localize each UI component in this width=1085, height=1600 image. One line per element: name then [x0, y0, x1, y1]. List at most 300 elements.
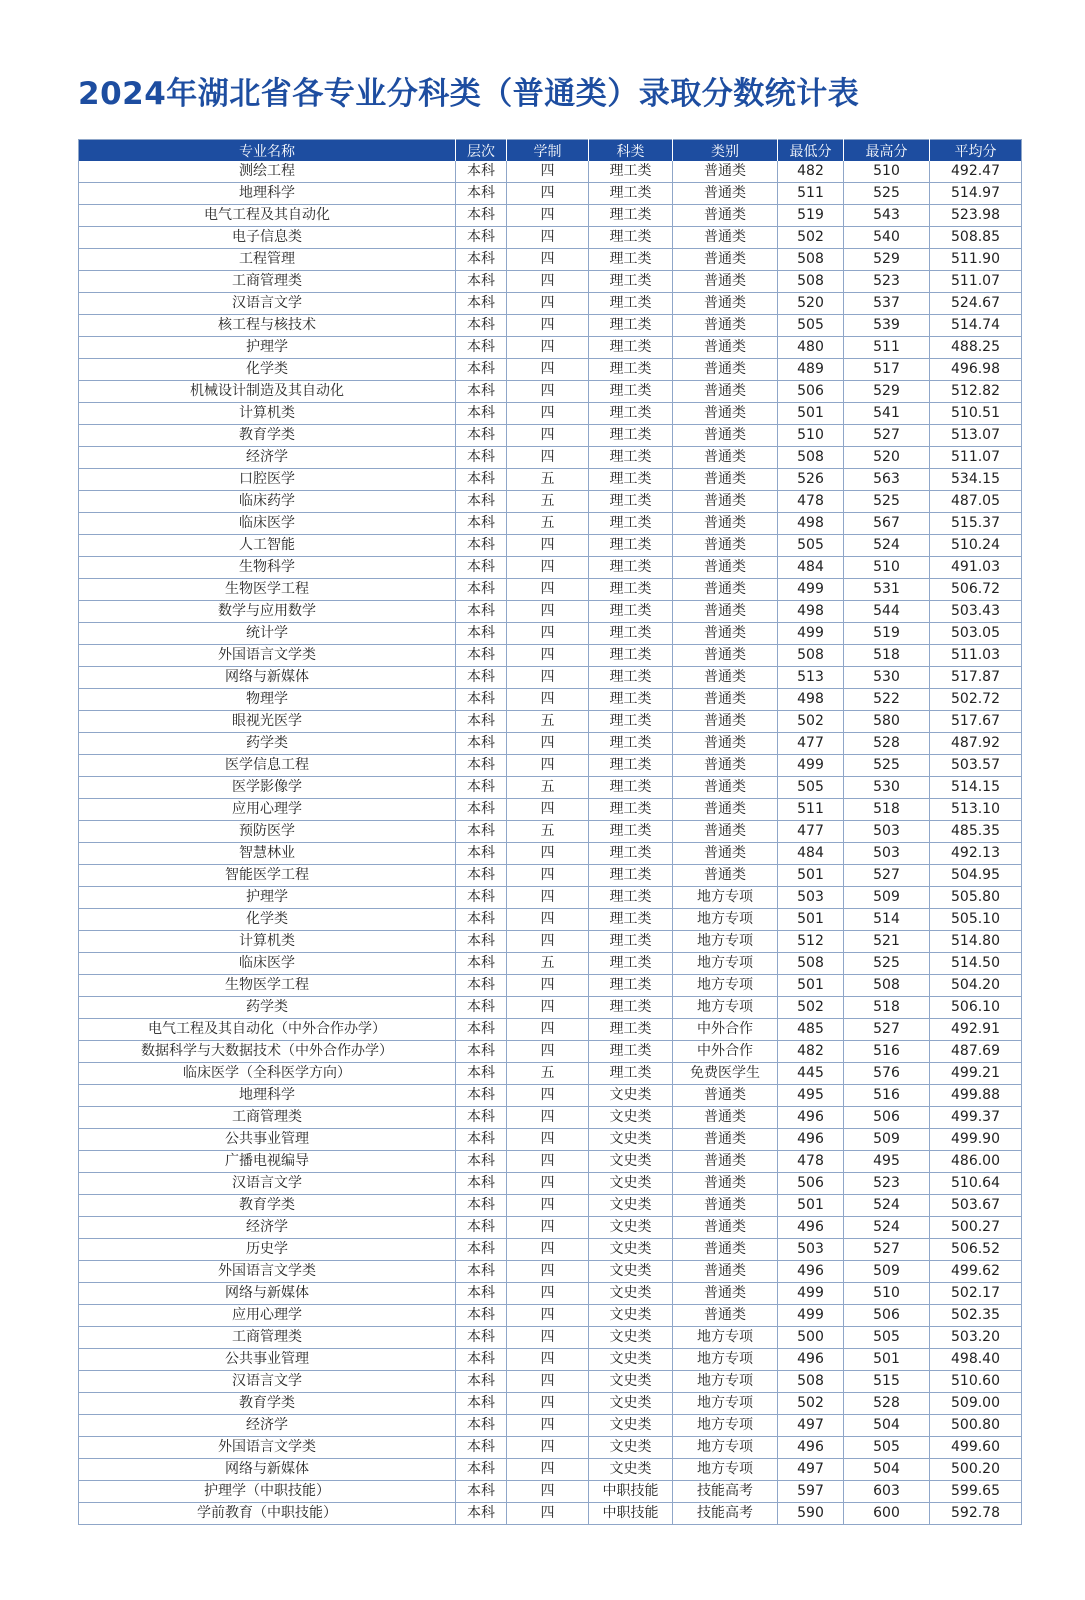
cell-max-score: 544 — [844, 601, 930, 623]
cell-duration: 四 — [507, 1217, 589, 1239]
header-min-score: 最低分 — [778, 140, 844, 162]
cell-admission-type: 地方专项 — [673, 1459, 778, 1481]
cell-duration: 四 — [507, 425, 589, 447]
cell-duration: 四 — [507, 1503, 589, 1525]
cell-max-score: 511 — [844, 337, 930, 359]
cell-subject-category: 理工类 — [589, 425, 673, 447]
cell-max-score: 514 — [844, 909, 930, 931]
cell-max-score: 518 — [844, 997, 930, 1019]
cell-admission-type: 普通类 — [673, 491, 778, 513]
page-title: 2024年湖北省各专业分科类（普通类）录取分数统计表 — [78, 76, 860, 112]
cell-min-score: 482 — [778, 1041, 844, 1063]
table-row — [79, 1129, 1022, 1151]
cell-max-score: 519 — [844, 623, 930, 645]
cell-max-score: 524 — [844, 1217, 930, 1239]
cell-admission-type: 普通类 — [673, 1173, 778, 1195]
cell-admission-type: 普通类 — [673, 1151, 778, 1173]
cell-major-name: 电子信息类 — [79, 227, 456, 249]
cell-major-name: 汉语言文学 — [79, 293, 456, 315]
cell-max-score: 525 — [844, 491, 930, 513]
cell-duration: 四 — [507, 887, 589, 909]
cell-admission-type: 普通类 — [673, 645, 778, 667]
cell-max-score: 527 — [844, 1019, 930, 1041]
cell-duration: 四 — [507, 1173, 589, 1195]
cell-min-score: 501 — [778, 1195, 844, 1217]
table-row — [79, 293, 1022, 315]
cell-level: 本科 — [456, 909, 507, 931]
cell-level: 本科 — [456, 975, 507, 997]
cell-major-name: 汉语言文学 — [79, 1371, 456, 1393]
cell-major-name: 经济学 — [79, 447, 456, 469]
cell-avg-score: 503.67 — [930, 1195, 1022, 1217]
cell-max-score: 517 — [844, 359, 930, 381]
cell-subject-category: 理工类 — [589, 711, 673, 733]
cell-duration: 四 — [507, 1239, 589, 1261]
table-row — [79, 777, 1022, 799]
cell-duration: 五 — [507, 821, 589, 843]
cell-max-score: 510 — [844, 161, 930, 183]
cell-major-name: 机械设计制造及其自动化 — [79, 381, 456, 403]
cell-max-score: 505 — [844, 1437, 930, 1459]
table-row — [79, 271, 1022, 293]
cell-level: 本科 — [456, 1129, 507, 1151]
cell-duration: 四 — [507, 975, 589, 997]
cell-max-score: 523 — [844, 271, 930, 293]
cell-subject-category: 理工类 — [589, 161, 673, 183]
cell-min-score: 506 — [778, 1173, 844, 1195]
table-row — [79, 1151, 1022, 1173]
cell-duration: 四 — [507, 1481, 589, 1503]
cell-duration: 四 — [507, 601, 589, 623]
cell-min-score: 445 — [778, 1063, 844, 1085]
cell-admission-type: 普通类 — [673, 711, 778, 733]
cell-level: 本科 — [456, 1283, 507, 1305]
cell-avg-score: 500.20 — [930, 1459, 1022, 1481]
cell-subject-category: 理工类 — [589, 249, 673, 271]
cell-min-score: 477 — [778, 821, 844, 843]
cell-max-score: 506 — [844, 1107, 930, 1129]
cell-min-score: 510 — [778, 425, 844, 447]
cell-min-score: 505 — [778, 315, 844, 337]
cell-min-score: 482 — [778, 161, 844, 183]
cell-major-name: 工程管理 — [79, 249, 456, 271]
cell-major-name: 护理学 — [79, 337, 456, 359]
cell-duration: 四 — [507, 1107, 589, 1129]
cell-avg-score: 534.15 — [930, 469, 1022, 491]
cell-level: 本科 — [456, 953, 507, 975]
table-row — [79, 997, 1022, 1019]
cell-level: 本科 — [456, 1173, 507, 1195]
cell-avg-score: 511.07 — [930, 447, 1022, 469]
cell-level: 本科 — [456, 645, 507, 667]
cell-admission-type: 免费医学生 — [673, 1063, 778, 1085]
cell-avg-score: 485.35 — [930, 821, 1022, 843]
cell-min-score: 499 — [778, 1305, 844, 1327]
cell-min-score: 496 — [778, 1107, 844, 1129]
cell-max-score: 527 — [844, 865, 930, 887]
cell-min-score: 478 — [778, 1151, 844, 1173]
cell-admission-type: 普通类 — [673, 227, 778, 249]
cell-avg-score: 515.37 — [930, 513, 1022, 535]
cell-duration: 五 — [507, 513, 589, 535]
cell-avg-score: 599.65 — [930, 1481, 1022, 1503]
cell-admission-type: 普通类 — [673, 359, 778, 381]
cell-duration: 五 — [507, 1063, 589, 1085]
cell-min-score: 511 — [778, 799, 844, 821]
cell-major-name: 外国语言文学类 — [79, 645, 456, 667]
cell-major-name: 地理科学 — [79, 1085, 456, 1107]
cell-major-name: 教育学类 — [79, 1195, 456, 1217]
cell-admission-type: 地方专项 — [673, 975, 778, 997]
cell-level: 本科 — [456, 271, 507, 293]
table-row — [79, 1481, 1022, 1503]
cell-min-score: 508 — [778, 249, 844, 271]
cell-admission-type: 普通类 — [673, 1217, 778, 1239]
cell-major-name: 教育学类 — [79, 1393, 456, 1415]
cell-max-score: 600 — [844, 1503, 930, 1525]
cell-major-name: 临床医学（全科医学方向） — [79, 1063, 456, 1085]
cell-admission-type: 普通类 — [673, 843, 778, 865]
cell-avg-score: 488.25 — [930, 337, 1022, 359]
cell-subject-category: 文史类 — [589, 1305, 673, 1327]
cell-min-score: 503 — [778, 887, 844, 909]
cell-admission-type: 普通类 — [673, 557, 778, 579]
cell-duration: 五 — [507, 777, 589, 799]
cell-admission-type: 普通类 — [673, 777, 778, 799]
cell-duration: 四 — [507, 689, 589, 711]
cell-max-score: 509 — [844, 887, 930, 909]
cell-level: 本科 — [456, 799, 507, 821]
cell-subject-category: 理工类 — [589, 953, 673, 975]
table-row — [79, 161, 1022, 183]
cell-subject-category: 文史类 — [589, 1173, 673, 1195]
cell-admission-type: 普通类 — [673, 183, 778, 205]
cell-min-score: 496 — [778, 1349, 844, 1371]
cell-level: 本科 — [456, 1481, 507, 1503]
cell-min-score: 597 — [778, 1481, 844, 1503]
cell-major-name: 预防医学 — [79, 821, 456, 843]
cell-major-name: 广播电视编导 — [79, 1151, 456, 1173]
table-row — [79, 1305, 1022, 1327]
cell-admission-type: 中外合作 — [673, 1019, 778, 1041]
table-row — [79, 1371, 1022, 1393]
table-row — [79, 227, 1022, 249]
cell-min-score: 508 — [778, 271, 844, 293]
cell-min-score: 502 — [778, 227, 844, 249]
cell-avg-score: 506.52 — [930, 1239, 1022, 1261]
cell-duration: 四 — [507, 293, 589, 315]
header-duration: 学制 — [507, 140, 589, 162]
cell-max-score: 522 — [844, 689, 930, 711]
table-row — [79, 183, 1022, 205]
cell-level: 本科 — [456, 293, 507, 315]
cell-duration: 四 — [507, 1129, 589, 1151]
cell-avg-score: 487.69 — [930, 1041, 1022, 1063]
cell-level: 本科 — [456, 205, 507, 227]
cell-avg-score: 511.90 — [930, 249, 1022, 271]
cell-subject-category: 理工类 — [589, 447, 673, 469]
cell-subject-category: 理工类 — [589, 601, 673, 623]
cell-level: 本科 — [456, 315, 507, 337]
cell-duration: 四 — [507, 1305, 589, 1327]
cell-level: 本科 — [456, 469, 507, 491]
table-row — [79, 975, 1022, 997]
cell-duration: 四 — [507, 1349, 589, 1371]
cell-subject-category: 文史类 — [589, 1327, 673, 1349]
cell-major-name: 统计学 — [79, 623, 456, 645]
cell-subject-category: 文史类 — [589, 1415, 673, 1437]
cell-avg-score: 491.03 — [930, 557, 1022, 579]
cell-subject-category: 文史类 — [589, 1107, 673, 1129]
cell-level: 本科 — [456, 1459, 507, 1481]
cell-admission-type: 普通类 — [673, 315, 778, 337]
cell-duration: 四 — [507, 1459, 589, 1481]
cell-min-score: 498 — [778, 513, 844, 535]
cell-avg-score: 499.88 — [930, 1085, 1022, 1107]
cell-admission-type: 普通类 — [673, 403, 778, 425]
table-row — [79, 909, 1022, 931]
cell-duration: 四 — [507, 645, 589, 667]
cell-level: 本科 — [456, 887, 507, 909]
cell-admission-type: 普通类 — [673, 161, 778, 183]
cell-min-score: 502 — [778, 997, 844, 1019]
cell-major-name: 公共事业管理 — [79, 1349, 456, 1371]
table-row — [79, 1217, 1022, 1239]
cell-subject-category: 理工类 — [589, 557, 673, 579]
cell-major-name: 核工程与核技术 — [79, 315, 456, 337]
cell-subject-category: 理工类 — [589, 909, 673, 931]
cell-subject-category: 文史类 — [589, 1437, 673, 1459]
cell-major-name: 历史学 — [79, 1239, 456, 1261]
cell-major-name: 护理学（中职技能） — [79, 1481, 456, 1503]
cell-avg-score: 512.82 — [930, 381, 1022, 403]
header-avg-score: 平均分 — [930, 140, 1022, 162]
cell-level: 本科 — [456, 491, 507, 513]
table-row — [79, 1349, 1022, 1371]
cell-major-name: 网络与新媒体 — [79, 1459, 456, 1481]
cell-subject-category: 理工类 — [589, 733, 673, 755]
cell-duration: 四 — [507, 535, 589, 557]
table-row — [79, 1173, 1022, 1195]
cell-major-name: 学前教育（中职技能） — [79, 1503, 456, 1525]
cell-duration: 五 — [507, 491, 589, 513]
cell-min-score: 506 — [778, 381, 844, 403]
cell-subject-category: 理工类 — [589, 843, 673, 865]
cell-min-score: 508 — [778, 645, 844, 667]
cell-level: 本科 — [456, 1063, 507, 1085]
cell-max-score: 603 — [844, 1481, 930, 1503]
cell-avg-score: 510.64 — [930, 1173, 1022, 1195]
header-max-score: 最高分 — [844, 140, 930, 162]
cell-min-score: 496 — [778, 1437, 844, 1459]
cell-duration: 四 — [507, 755, 589, 777]
cell-max-score: 567 — [844, 513, 930, 535]
cell-admission-type: 普通类 — [673, 799, 778, 821]
cell-major-name: 工商管理类 — [79, 271, 456, 293]
cell-duration: 四 — [507, 183, 589, 205]
cell-admission-type: 普通类 — [673, 1195, 778, 1217]
table-row — [79, 667, 1022, 689]
cell-min-score: 526 — [778, 469, 844, 491]
cell-subject-category: 理工类 — [589, 975, 673, 997]
cell-max-score: 521 — [844, 931, 930, 953]
cell-admission-type: 普通类 — [673, 271, 778, 293]
cell-subject-category: 理工类 — [589, 513, 673, 535]
cell-min-score: 485 — [778, 1019, 844, 1041]
cell-admission-type: 普通类 — [673, 535, 778, 557]
cell-duration: 四 — [507, 579, 589, 601]
cell-major-name: 工商管理类 — [79, 1327, 456, 1349]
cell-max-score: 509 — [844, 1261, 930, 1283]
cell-admission-type: 普通类 — [673, 755, 778, 777]
cell-max-score: 520 — [844, 447, 930, 469]
cell-subject-category: 理工类 — [589, 799, 673, 821]
cell-avg-score: 513.10 — [930, 799, 1022, 821]
cell-subject-category: 理工类 — [589, 755, 673, 777]
cell-duration: 四 — [507, 799, 589, 821]
cell-major-name: 药学类 — [79, 733, 456, 755]
cell-major-name: 网络与新媒体 — [79, 1283, 456, 1305]
cell-avg-score: 511.07 — [930, 271, 1022, 293]
header-subject-category: 科类 — [589, 140, 673, 162]
cell-major-name: 测绘工程 — [79, 161, 456, 183]
cell-duration: 四 — [507, 667, 589, 689]
cell-subject-category: 文史类 — [589, 1349, 673, 1371]
cell-min-score: 499 — [778, 1283, 844, 1305]
cell-admission-type: 地方专项 — [673, 1415, 778, 1437]
cell-avg-score: 517.67 — [930, 711, 1022, 733]
cell-min-score: 497 — [778, 1459, 844, 1481]
cell-subject-category: 文史类 — [589, 1459, 673, 1481]
table-body — [79, 161, 1022, 1525]
cell-min-score: 478 — [778, 491, 844, 513]
cell-min-score: 502 — [778, 711, 844, 733]
cell-subject-category: 文史类 — [589, 1151, 673, 1173]
cell-avg-score: 506.10 — [930, 997, 1022, 1019]
cell-max-score: 524 — [844, 535, 930, 557]
cell-min-score: 503 — [778, 1239, 844, 1261]
table-row — [79, 557, 1022, 579]
cell-level: 本科 — [456, 733, 507, 755]
cell-level: 本科 — [456, 1393, 507, 1415]
cell-level: 本科 — [456, 425, 507, 447]
cell-min-score: 502 — [778, 1393, 844, 1415]
cell-major-name: 医学信息工程 — [79, 755, 456, 777]
cell-major-name: 地理科学 — [79, 183, 456, 205]
cell-subject-category: 理工类 — [589, 689, 673, 711]
cell-subject-category: 理工类 — [589, 491, 673, 513]
cell-max-score: 516 — [844, 1041, 930, 1063]
cell-subject-category: 中职技能 — [589, 1481, 673, 1503]
cell-max-score: 518 — [844, 799, 930, 821]
cell-subject-category: 文史类 — [589, 1085, 673, 1107]
cell-duration: 四 — [507, 271, 589, 293]
table-row — [79, 865, 1022, 887]
cell-level: 本科 — [456, 359, 507, 381]
table-row — [79, 711, 1022, 733]
cell-subject-category: 理工类 — [589, 359, 673, 381]
cell-min-score: 520 — [778, 293, 844, 315]
cell-major-name: 经济学 — [79, 1217, 456, 1239]
cell-subject-category: 理工类 — [589, 1063, 673, 1085]
cell-subject-category: 理工类 — [589, 931, 673, 953]
cell-admission-type: 地方专项 — [673, 1327, 778, 1349]
cell-level: 本科 — [456, 931, 507, 953]
cell-major-name: 药学类 — [79, 997, 456, 1019]
cell-subject-category: 理工类 — [589, 337, 673, 359]
cell-admission-type: 技能高考 — [673, 1481, 778, 1503]
table-row — [79, 359, 1022, 381]
cell-avg-score: 500.80 — [930, 1415, 1022, 1437]
cell-avg-score: 523.98 — [930, 205, 1022, 227]
cell-subject-category: 文史类 — [589, 1261, 673, 1283]
cell-major-name: 人工智能 — [79, 535, 456, 557]
cell-major-name: 教育学类 — [79, 425, 456, 447]
cell-avg-score: 487.92 — [930, 733, 1022, 755]
cell-avg-score: 514.80 — [930, 931, 1022, 953]
cell-min-score: 496 — [778, 1129, 844, 1151]
cell-duration: 四 — [507, 1371, 589, 1393]
cell-admission-type: 地方专项 — [673, 1437, 778, 1459]
table-row — [79, 1019, 1022, 1041]
cell-admission-type: 普通类 — [673, 293, 778, 315]
cell-subject-category: 理工类 — [589, 887, 673, 909]
cell-subject-category: 理工类 — [589, 579, 673, 601]
cell-level: 本科 — [456, 623, 507, 645]
cell-min-score: 519 — [778, 205, 844, 227]
cell-subject-category: 文史类 — [589, 1283, 673, 1305]
cell-subject-category: 文史类 — [589, 1393, 673, 1415]
cell-avg-score: 503.05 — [930, 623, 1022, 645]
cell-duration: 四 — [507, 1327, 589, 1349]
cell-avg-score: 517.87 — [930, 667, 1022, 689]
cell-major-name: 外国语言文学类 — [79, 1261, 456, 1283]
table-row — [79, 425, 1022, 447]
cell-level: 本科 — [456, 1107, 507, 1129]
cell-avg-score: 499.90 — [930, 1129, 1022, 1151]
cell-major-name: 经济学 — [79, 1415, 456, 1437]
cell-avg-score: 513.07 — [930, 425, 1022, 447]
cell-avg-score: 498.40 — [930, 1349, 1022, 1371]
cell-avg-score: 492.47 — [930, 161, 1022, 183]
cell-subject-category: 理工类 — [589, 469, 673, 491]
cell-admission-type: 普通类 — [673, 689, 778, 711]
cell-min-score: 489 — [778, 359, 844, 381]
cell-max-score: 523 — [844, 1173, 930, 1195]
cell-level: 本科 — [456, 381, 507, 403]
cell-avg-score: 504.95 — [930, 865, 1022, 887]
cell-avg-score: 500.27 — [930, 1217, 1022, 1239]
cell-max-score: 503 — [844, 843, 930, 865]
cell-major-name: 电气工程及其自动化（中外合作办学） — [79, 1019, 456, 1041]
cell-duration: 四 — [507, 909, 589, 931]
cell-subject-category: 理工类 — [589, 997, 673, 1019]
cell-level: 本科 — [456, 447, 507, 469]
cell-max-score: 529 — [844, 381, 930, 403]
cell-avg-score: 505.10 — [930, 909, 1022, 931]
cell-duration: 四 — [507, 205, 589, 227]
cell-admission-type: 普通类 — [673, 425, 778, 447]
table-row — [79, 1503, 1022, 1525]
cell-level: 本科 — [456, 1371, 507, 1393]
cell-admission-type: 地方专项 — [673, 953, 778, 975]
cell-admission-type: 普通类 — [673, 1261, 778, 1283]
cell-min-score: 495 — [778, 1085, 844, 1107]
cell-max-score: 563 — [844, 469, 930, 491]
cell-duration: 四 — [507, 1261, 589, 1283]
cell-major-name: 计算机类 — [79, 403, 456, 425]
cell-min-score: 499 — [778, 755, 844, 777]
